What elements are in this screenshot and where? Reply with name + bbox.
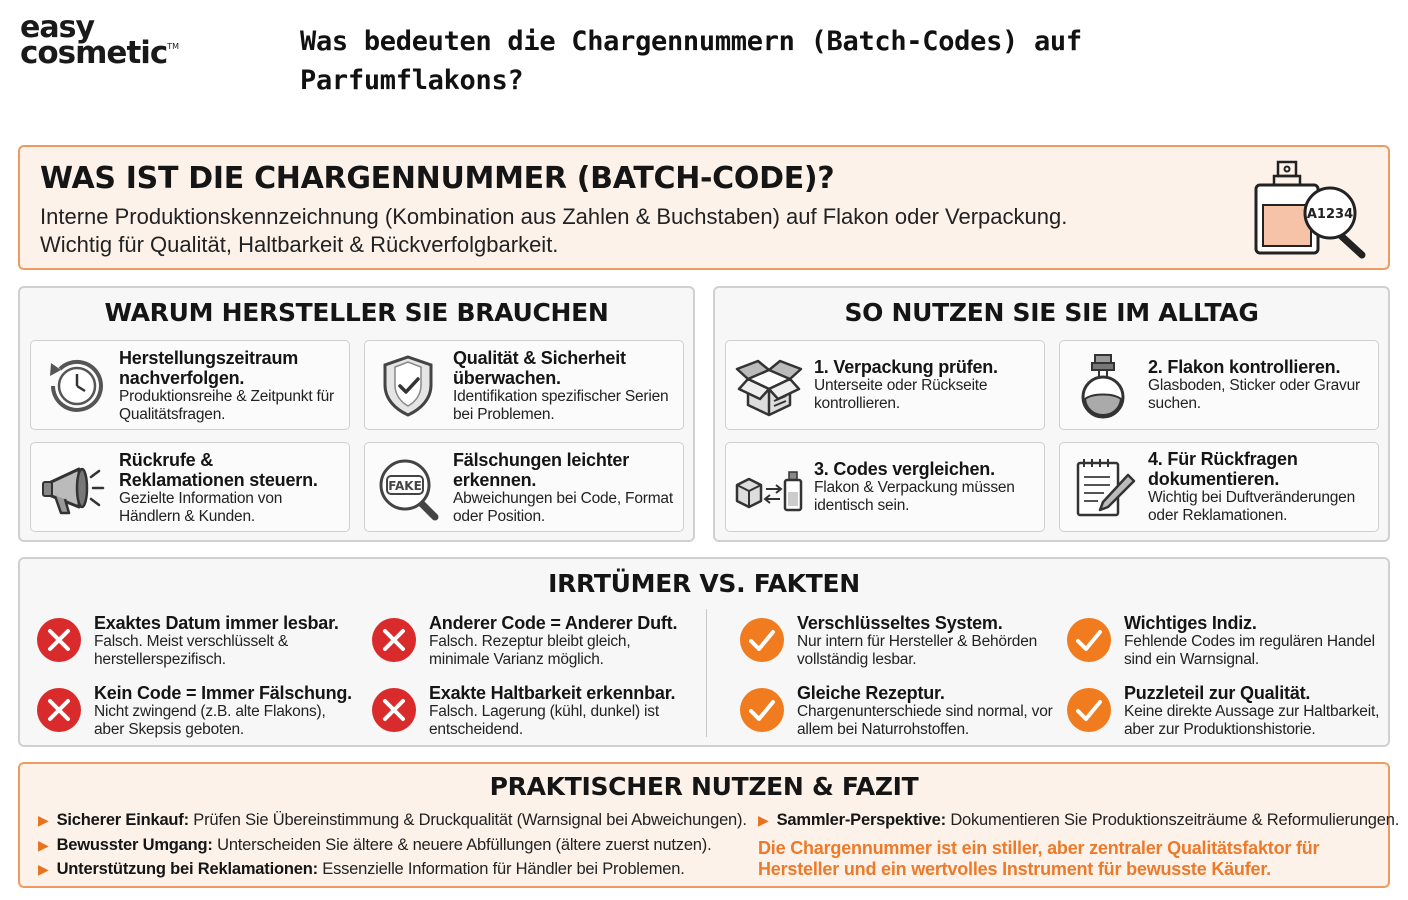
fact-title: Wichtiges Indiz.: [1124, 613, 1257, 633]
perfume-bottle-magnifier-icon: [1252, 159, 1370, 259]
card-title: 2. Flakon kontrollieren.: [1148, 357, 1341, 377]
use-card-document: [1059, 442, 1379, 532]
compare-arrows-icon: [734, 455, 804, 521]
bullet-text: Unterscheiden Sie ältere & neuere Abfüllungen (ältere zuerst nutzen).: [217, 836, 712, 854]
why-card-history: [30, 340, 350, 430]
fact-description: Fehlende Codes im regulären Handel sind ein Warnsignal.: [1124, 633, 1375, 668]
check-icon: [1066, 617, 1112, 663]
definition-line-1: Interne Produktionskennzeichnung (Kombination aus Zahlen & Buchstaben) auf Flakon oder Verpackung.: [40, 204, 1068, 229]
myths-facts-divider: [706, 609, 707, 737]
why-card-fake: [364, 442, 684, 532]
shield-check-icon: [373, 353, 443, 419]
definition-line-2: Wichtig für Qualität, Haltbarkeit & Rückverfolgbarkeit.: [40, 232, 559, 257]
history-clock-icon: [39, 353, 109, 419]
myth-item: [36, 683, 356, 739]
cross-icon: [36, 687, 82, 733]
definition-description: [40, 203, 1067, 259]
fazit-bullet: [38, 810, 747, 830]
cross-icon: [371, 687, 417, 733]
myth-item: [36, 613, 356, 669]
use-card-packaging: [725, 340, 1045, 430]
fazit-bullet: [758, 810, 1399, 830]
why-card-quality: [364, 340, 684, 430]
definition-title: WAS IST DIE CHARGENNUMMER (BATCH-CODE)?: [40, 161, 835, 196]
bullet-text: Dokumentieren Sie Produktionszeiträume & Reformulierungen.: [950, 811, 1400, 829]
fake-magnifier-icon: [373, 455, 443, 521]
arrow-right-icon: ▶: [38, 812, 49, 828]
notepad-pen-icon: [1068, 455, 1138, 521]
myth-description: Falsch. Rezeptur bleibt gleich, minimale Varianz möglich.: [429, 633, 631, 668]
definition-panel: [18, 145, 1390, 270]
myth-item: [371, 683, 691, 739]
myth-title: Exakte Haltbarkeit erkennbar.: [429, 683, 676, 703]
fazit-bullet: [38, 835, 711, 855]
card-title: Qualität & Sicherheit überwachen.: [453, 348, 626, 388]
why-card-recall: [30, 442, 350, 532]
fake-stamp: FAKE: [388, 479, 422, 493]
bullet-text: Essenzielle Information für Händler bei Problemen.: [322, 860, 685, 878]
use-card-flask: [1059, 340, 1379, 430]
card-description: Flakon & Verpackung müssen identisch sein.: [814, 479, 1015, 514]
check-icon: [739, 617, 785, 663]
fact-item: [1066, 683, 1386, 739]
bullet-label: Unterstützung bei Reklamationen:: [56, 860, 318, 878]
logo-line-1: easy: [20, 10, 95, 45]
use-title: SO NUTZEN SIE SIE IM ALLTAG: [844, 298, 1259, 327]
arrow-right-icon: ▶: [38, 837, 49, 853]
myth-title: Kein Code = Immer Fälschung.: [94, 683, 352, 703]
card-title: Rückrufe & Reklamationen steuern.: [119, 450, 318, 490]
fazit-title: PRAKTISCHER NUTZEN & FAZIT: [489, 772, 919, 801]
use-panel: [713, 286, 1390, 542]
fact-description: Chargenunterschiede sind normal, vor allem bei Naturrohstoffen.: [797, 703, 1053, 738]
card-description: Abweichungen bei Code, Format oder Position.: [453, 490, 673, 525]
card-title: 3. Codes vergleichen.: [814, 459, 995, 479]
arrow-right-icon: ▶: [758, 812, 769, 828]
bullet-label: Sammler-Perspektive:: [776, 811, 946, 829]
myth-title: Exaktes Datum immer lesbar.: [94, 613, 339, 633]
check-icon: [1066, 687, 1112, 733]
fazit-bullet: [38, 859, 685, 879]
bullet-label: Bewusster Umgang:: [56, 836, 213, 854]
arrow-right-icon: ▶: [38, 861, 49, 877]
card-title: Herstellungszeitraum nachverfolgen.: [119, 348, 299, 388]
card-description: Unterseite oder Rückseite kontrollieren.: [814, 377, 988, 412]
myth-description: Falsch. Lagerung (kühl, dunkel) ist entscheidend.: [429, 703, 659, 738]
use-card-compare: [725, 442, 1045, 532]
fact-item: [739, 683, 1059, 739]
megaphone-icon: [39, 455, 109, 521]
fact-description: Nur intern für Hersteller & Behörden vollständig lesbar.: [797, 633, 1038, 668]
open-box-icon: [734, 353, 804, 419]
card-description: Gezielte Information von Händlern & Kunden.: [119, 490, 283, 525]
card-description: Produktionsreihe & Zeitpunkt für Qualitätsfragen.: [119, 388, 335, 423]
perfume-flask-icon: [1068, 353, 1138, 419]
why-panel: [18, 286, 695, 542]
why-title: WARUM HERSTELLER SIE BRAUCHEN: [104, 298, 609, 327]
card-description: Wichtig bei Duftveränderungen oder Reklamationen.: [1148, 489, 1356, 524]
logo-line-2: cosmetic™: [20, 34, 180, 71]
fact-item: [739, 613, 1059, 669]
myth-description: Falsch. Meist verschlüsselt & herstellerspezifisch.: [94, 633, 289, 668]
bullet-label: Sicherer Einkauf:: [56, 811, 189, 829]
fact-description: Keine direkte Aussage zur Haltbarkeit, aber zur Produktionshistorie.: [1124, 703, 1380, 738]
myth-item: [371, 613, 691, 669]
card-description: Identifikation spezifischer Serien bei Problemen.: [453, 388, 669, 423]
card-title: 1. Verpackung prüfen.: [814, 357, 998, 377]
batch-code-sample: A1234: [1306, 207, 1354, 222]
bullet-text: Prüfen Sie Übereinstimmung & Druckqualität (Warnsignal bei Abweichungen).: [193, 811, 747, 829]
fazit-panel: [18, 762, 1400, 888]
myths-facts-panel: [18, 557, 1390, 747]
fact-title: Gleiche Rezeptur.: [797, 683, 945, 703]
fact-title: Verschlüsseltes System.: [797, 613, 1003, 633]
cross-icon: [371, 617, 417, 663]
conclusion-text: Die Chargennummer ist ein stiller, aber zentraler Qualitätsfaktor für Hersteller und ein wertvolles Instrument für bewusste Käufer.: [758, 838, 1320, 879]
myth-description: Nicht zwingend (z.B. alte Flakons), aber Skepsis geboten.: [94, 703, 326, 738]
myth-title: Anderer Code = Anderer Duft.: [429, 613, 678, 633]
logo-trademark: TM: [167, 41, 180, 51]
fact-title: Puzzleteil zur Qualität.: [1124, 683, 1311, 703]
brand-logo: [20, 10, 190, 71]
myths-title: IRRTÜMER VS. FAKTEN: [548, 569, 860, 598]
card-description: Glasboden, Sticker oder Gravur suchen.: [1148, 377, 1360, 412]
card-title: 4. Für Rückfragen dokumentieren.: [1148, 449, 1298, 489]
check-icon: [739, 687, 785, 733]
card-title: Fälschungen leichter erkennen.: [453, 450, 630, 490]
fact-item: [1066, 613, 1386, 669]
page-title: Was bedeuten die Chargennummern (Batch-Codes) auf Parfumflakons?: [300, 26, 1082, 96]
cross-icon: [36, 617, 82, 663]
